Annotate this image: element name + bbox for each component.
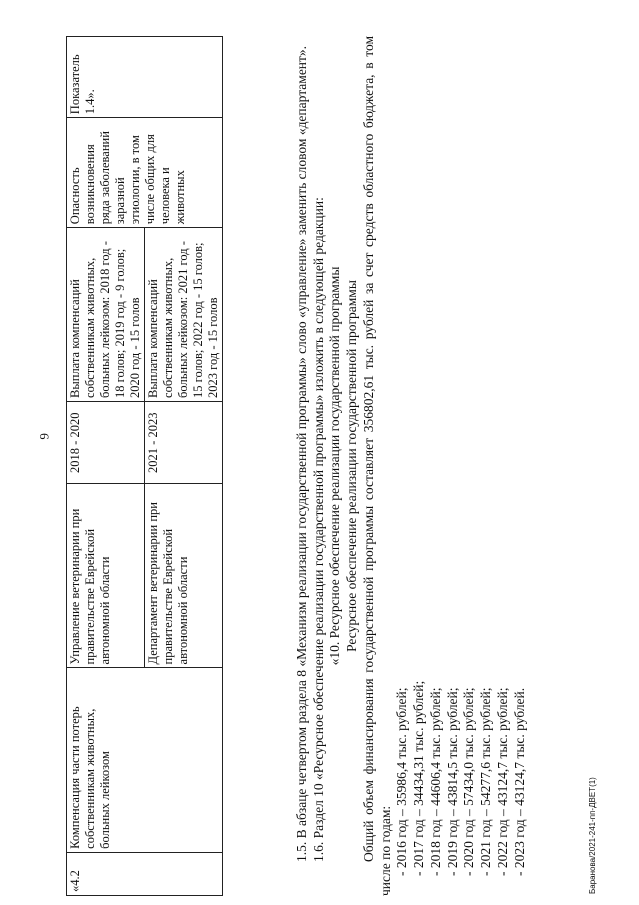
- measure-name-cell: Компенсация части потерь собственникам животных, больных лейкозом: [67, 668, 223, 852]
- rotated-page-content: [66, 34, 586, 896]
- list-item: - 2020 год – 57434,0 тыс. рублей;: [461, 687, 477, 876]
- executor-cell: Департамент ветеринарии при правительстве Еврейской автономной области: [145, 484, 223, 668]
- list-item: - 2021 год – 54277,6 тыс. рублей;: [478, 687, 494, 876]
- list-item: - 2019 год – 43814,5 тыс. рублей;: [444, 687, 460, 876]
- page-body: [66, 34, 586, 896]
- row-number-cell: «4.2: [67, 852, 223, 895]
- table-row: [67, 37, 145, 896]
- result-cell: Выплата компенсаций собственникам животных, больных лейкозом: 2021 год - 15 голов; 2022 год - 15 голов; 2023 год - 15 голов: [145, 228, 223, 402]
- list-item: - 2022 год – 43124,7 тыс. рублей;: [494, 687, 510, 876]
- risk-cell: Опасность возникновения ряда заболеваний заразной этиологии, в том числе общих для человека и животных: [67, 118, 223, 228]
- period-cell: 2021 - 2023: [145, 401, 223, 483]
- document-text: [294, 36, 528, 896]
- section-subtitle: Ресурсное обеспечение реализации государственной программы: [344, 280, 360, 652]
- page-number: 6: [37, 432, 52, 440]
- result-cell: Выплата компенсаций собственникам животных, больных лейкозом: 2018 год - 18 голов; 2019 год - 9 голов; 2020 год - 15 голов: [67, 228, 145, 402]
- section-title: «10. Ресурсное обеспечение реализации государственной программы: [327, 266, 343, 666]
- measures-table: [66, 36, 223, 896]
- list-item: - 2018 год – 44606,4 тыс. рублей;: [427, 687, 443, 876]
- list-item: - 2017 год – 34434,31 тыс. рублей;: [411, 680, 427, 876]
- yearly-financing-list: [394, 36, 528, 896]
- paragraph-1-6: 1.6. Раздел 10 «Ресурсное обеспечение реализации государственной программы» изложить в следующей редакции:: [310, 197, 326, 862]
- executor-cell: Управление ветеринарии при правительстве Еврейской автономной области: [67, 484, 145, 668]
- paragraph-1-5: 1.5. В абзаце четвертом раздела 8 «Механизм реализации государственной программы» слово «управление» заменить словом «департамент».: [294, 45, 309, 862]
- list-item: - 2023 год – 43124,7 тыс. рублей.: [511, 687, 527, 876]
- paragraph-total-financing: Общий объем финансирования государственной программы составляет 356802,61 тыс. рублей за счет средств областного бюджета, в том числе по годам:: [360, 36, 393, 896]
- indicator-cell: Показатель 1.4».: [67, 37, 223, 118]
- period-cell: 2018 - 2020: [67, 401, 145, 483]
- list-item: - 2016 год – 35986,4 тыс. рублей;: [394, 687, 410, 876]
- document-footer-code: Баранова/2021-241-пп-ДВЕТ(1): [588, 777, 597, 894]
